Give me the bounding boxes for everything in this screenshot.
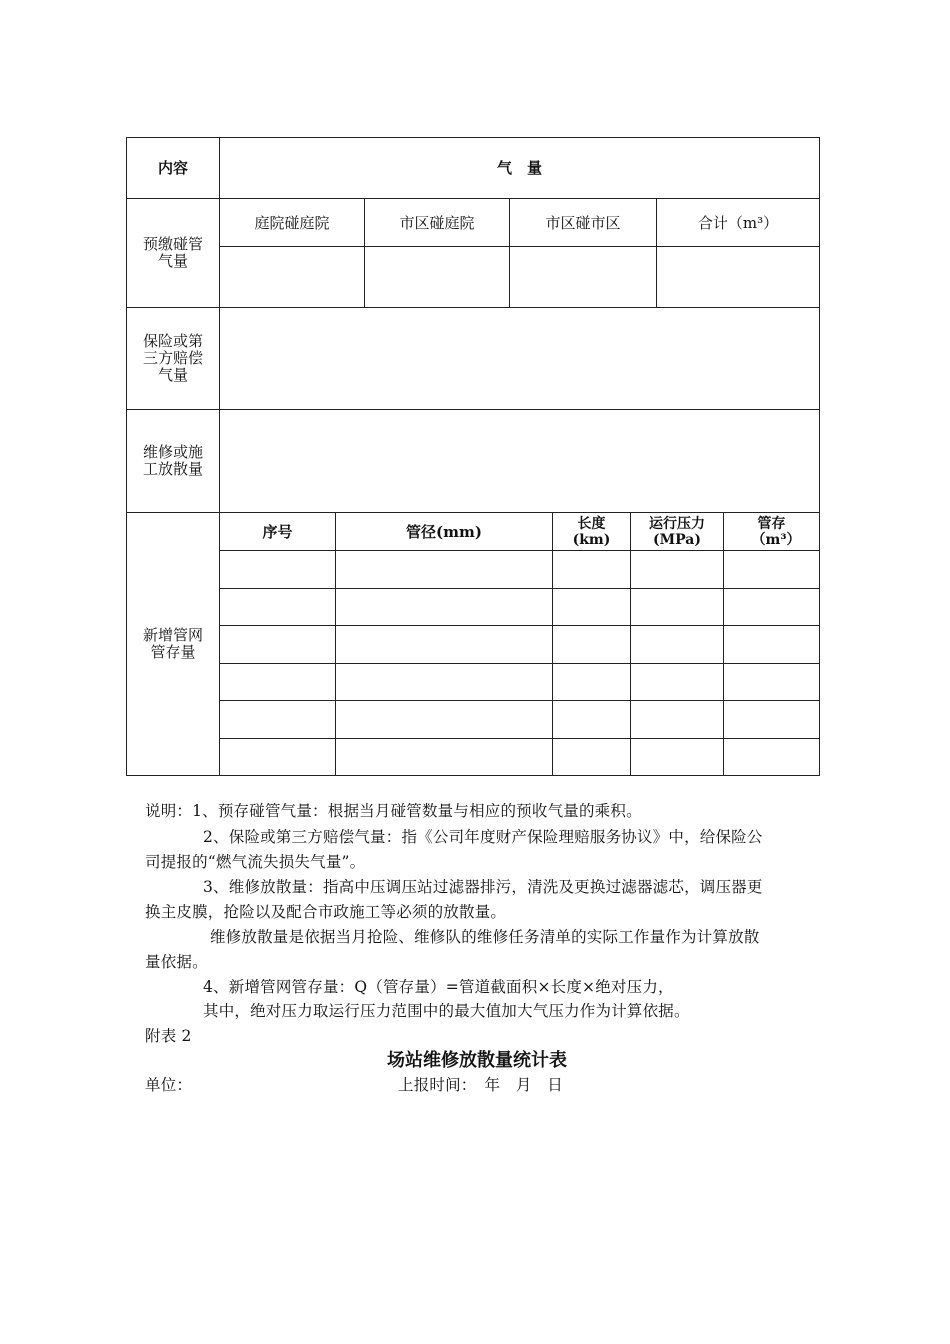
- note-line-2: 2、保险或第三方赔偿气量：指《公司年度财产保险理赔服务协议》中，给保险公: [203, 828, 763, 846]
- pipe-col-pressure: 运行压力(MPa): [649, 515, 705, 548]
- row-maintenance: [127, 410, 219, 512]
- report-time: 上报时间： 年 月 日: [398, 1076, 563, 1094]
- prepaid-col-yard-yard: 庭院碰庭院: [254, 213, 330, 232]
- pipe-col-diameter: 管径(mm): [406, 522, 482, 541]
- unit-label: 单位：: [145, 1076, 193, 1094]
- row-prepaid-label: 预缴碰管气量: [142, 235, 203, 270]
- appendix-title: 场站维修放散量统计表: [387, 1050, 567, 1071]
- prepaid-col-city-yard: 市区碰庭院: [399, 213, 475, 232]
- prepaid-col-total: 合计（m³）: [697, 213, 779, 232]
- header-gas-volume: 气 量: [496, 159, 542, 177]
- prepaid-col-city-city: 市区碰市区: [545, 213, 621, 232]
- note-line-7: 量依据。: [145, 953, 208, 971]
- pipe-col-seq: 序号: [262, 522, 293, 541]
- row-maintenance-label: 维修或施工放散量: [142, 443, 203, 478]
- note-line-5: 换主皮膜，抢险以及配合市政施工等必须的放散量。: [145, 903, 507, 921]
- pipe-col-length: 长度(km): [572, 515, 611, 548]
- row-new-pipe: [127, 513, 219, 775]
- row-prepaid: [127, 199, 219, 307]
- row-insurance-label: 保险或第三方赔偿气量: [142, 332, 203, 384]
- note-line-1: 说明：1、预存碰管气量：根据当月碰管数量与相应的预收气量的乘积。: [145, 802, 642, 820]
- row-new-pipe-label: 新增管网管存量: [142, 626, 203, 661]
- note-line-9: 其中，绝对压力取运行压力范围中的最大值加大气压力作为计算依据。: [203, 1002, 690, 1020]
- note-line-3: 司提报的“燃气流失损失气量”。: [145, 853, 366, 871]
- note-line-6: 维修放散量是依据当月抢险、维修队的维修任务清单的实际工作量作为计算放散: [210, 928, 760, 946]
- note-line-4: 3、维修放散量：指高中压调压站过滤器排污，清洗及更换过滤器滤芯，调压器更: [203, 878, 763, 896]
- pipe-col-pressure-cell: [631, 513, 723, 550]
- row-insurance: [127, 308, 219, 409]
- appendix-label: 附表 2: [145, 1027, 192, 1045]
- note-line-8: 4、新增管网管存量：Q（管存量）=管道截面积×长度×绝对压力，: [203, 978, 674, 996]
- pipe-col-storage-cell: [724, 513, 819, 550]
- header-content-label: 内容: [157, 159, 188, 177]
- pipe-col-storage: 管存（m³）: [751, 515, 801, 548]
- pipe-col-length-cell: [553, 513, 630, 550]
